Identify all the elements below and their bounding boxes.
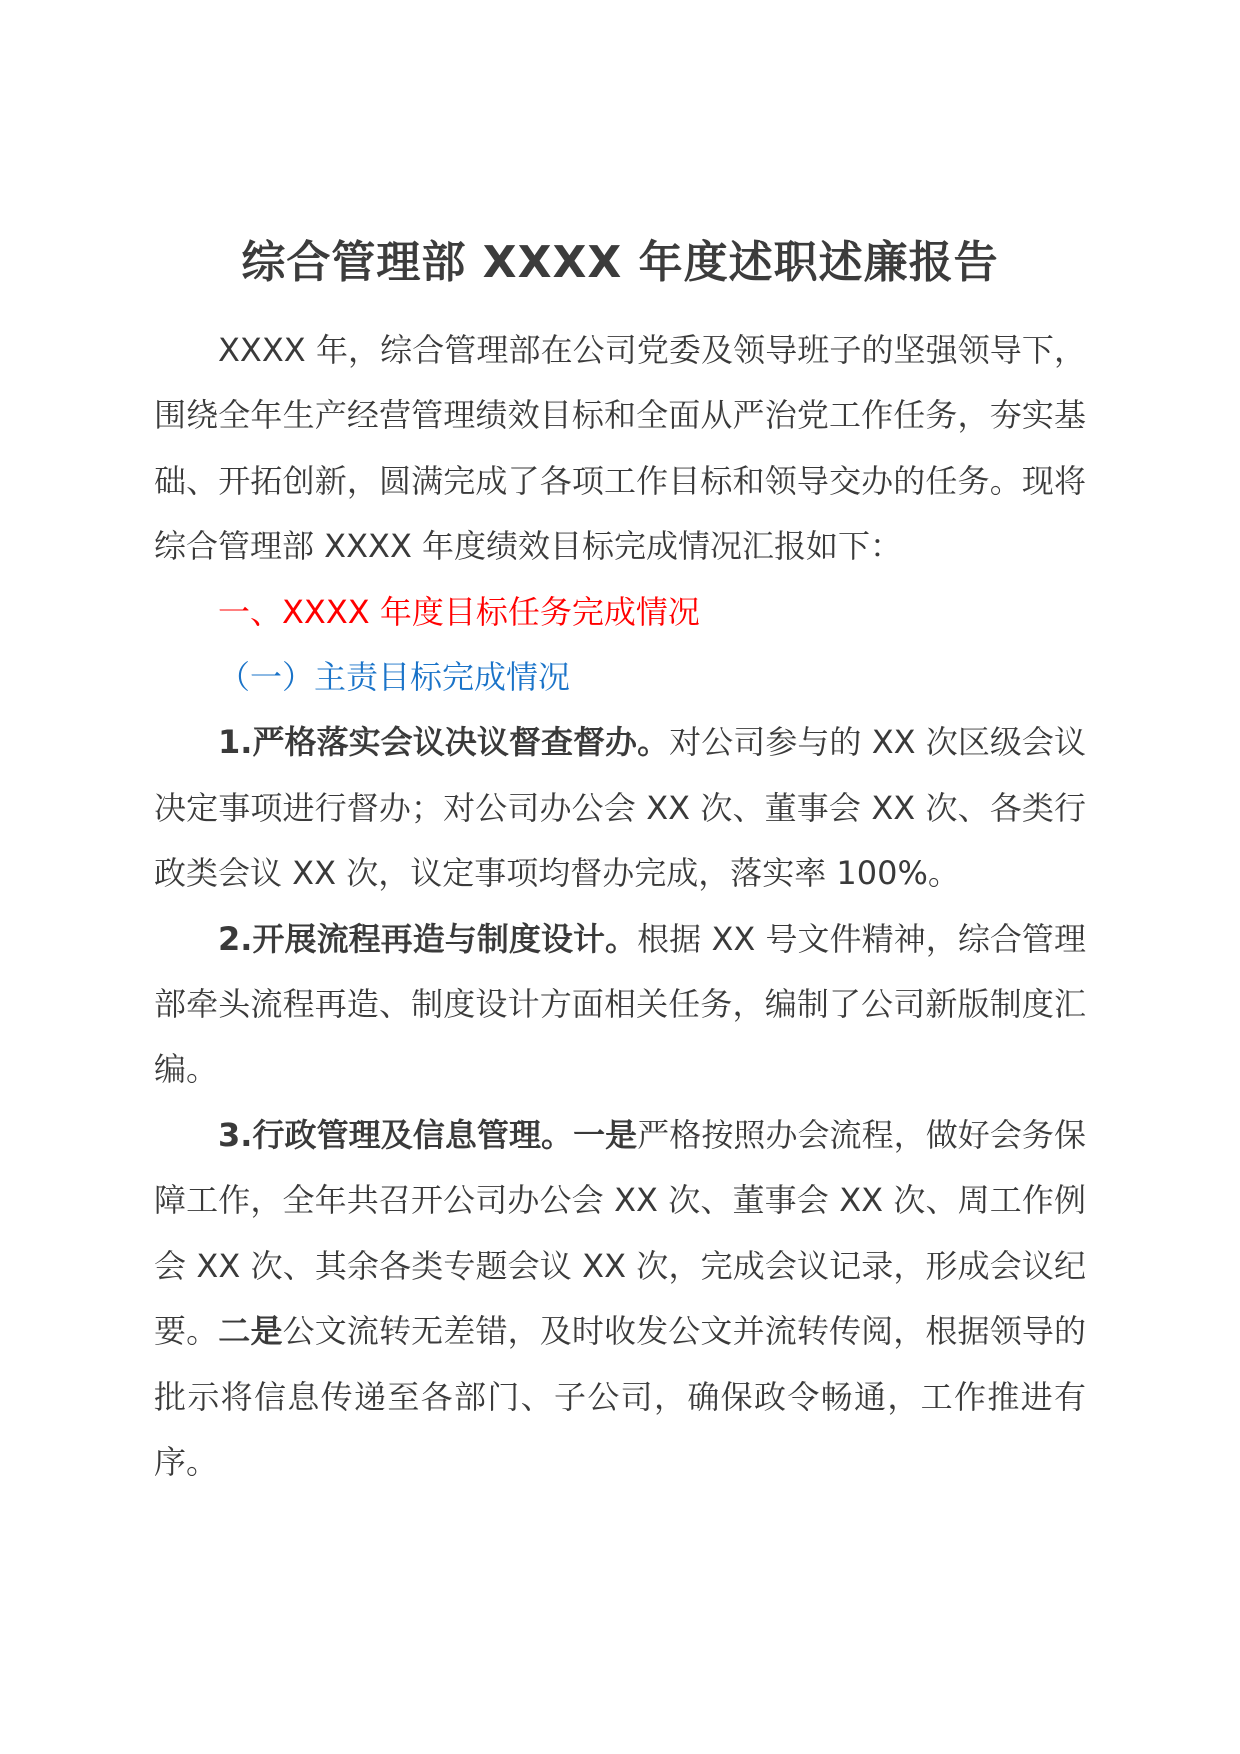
item-3-point-1-text: 严格按照办会流程，做好会务保障工作，全年共召开公司办公会 XX 次、董事会 XX 次、周工作例会 XX 次、其余各类专题会议 XX 次，完成会议记录，形成会议纪要。 <box>154 1115 1086 1351</box>
item-1-lead: 1.严格落实会议决议督查督办。 <box>218 723 670 762</box>
item-2-text: 根据 XX 号文件精神，综合管理部牵头流程再造、制度设计方面相关任务，编制了公司新版制度汇编。 <box>154 919 1086 1089</box>
item-3-paragraph <box>154 1103 1086 1495</box>
item-2-lead: 2.开展流程再造与制度设计。 <box>218 919 638 958</box>
section-heading: 一、XXXX 年度目标任务完成情况 <box>218 592 700 631</box>
subsection-heading: （一）主责目标完成情况 <box>218 658 571 697</box>
document-title: 综合管理部 XXXX 年度述职述廉报告 <box>241 237 999 288</box>
item-3-point-2-lead: 二是 <box>218 1312 283 1351</box>
document-page <box>154 228 1086 1495</box>
intro-paragraph: XXXX 年，综合管理部在公司党委及领导班子的坚强领导下，围绕全年生产经营管理绩效目标和全面从严治党工作任务，夯实基础、开拓创新，圆满完成了各项工作目标和领导交办的任务。现将综合管理部 XXXX 年度绩效目标完成情况汇报如下： <box>154 331 1086 566</box>
item-2-paragraph <box>154 907 1086 1103</box>
item-3-lead: 3.行政管理及信息管理。 <box>218 1115 574 1154</box>
item-3-point-1-lead: 一是 <box>573 1115 638 1154</box>
item-1-paragraph <box>154 710 1086 906</box>
item-3-point-2-text: 公文流转无差错，及时收发公文并流转传阅，根据领导的批示将信息传递至各部门、子公司，确保政令畅通，工作推进有序。 <box>154 1312 1086 1481</box>
item-1-text: 对公司参与的 XX 次区级会议决定事项进行督办；对公司办公会 XX 次、董事会 XX 次、各类行政类会议 XX 次，议定事项均督办完成，落实率 100%。 <box>154 723 1086 893</box>
